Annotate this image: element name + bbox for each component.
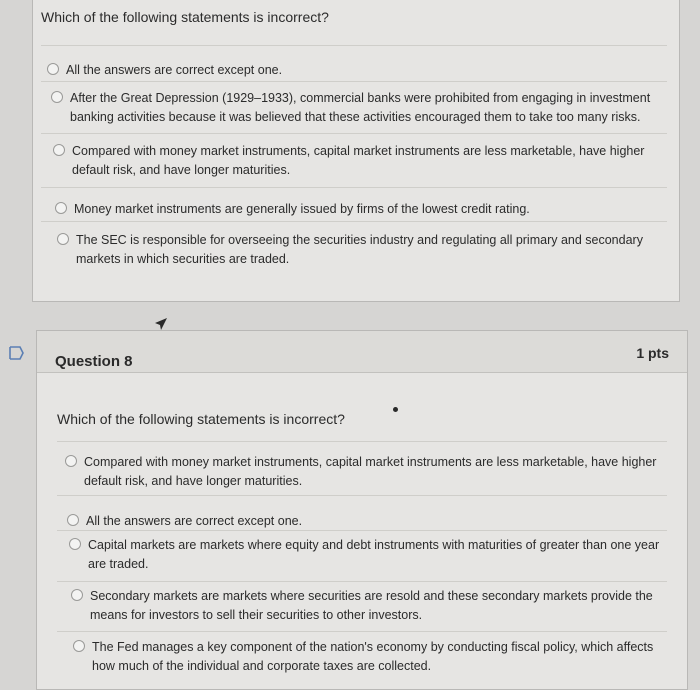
divider: [41, 221, 667, 222]
radio-icon[interactable]: [53, 144, 65, 156]
marker-dot: [393, 407, 398, 412]
radio-icon[interactable]: [73, 640, 85, 652]
radio-icon[interactable]: [47, 63, 59, 75]
radio-icon[interactable]: [67, 514, 79, 526]
answer-option[interactable]: [71, 587, 666, 625]
answer-label: The SEC is responsible for overseeing the securities industry and regulating all primary and secondary markets in which securities are traded.: [76, 233, 643, 266]
answer-label: Capital markets are markets where equity and debt instruments with maturities of greater than one year are traded.: [88, 538, 660, 571]
answer-option[interactable]: [55, 200, 655, 219]
divider: [57, 495, 667, 496]
answer-option[interactable]: [65, 453, 660, 491]
question-points: 1 pts: [636, 345, 669, 361]
answer-label: Compared with money market instruments, capital market instruments are less marketable, have higher default risk, and have longer maturities.: [84, 455, 657, 488]
divider: [57, 441, 667, 442]
answer-option[interactable]: [51, 89, 656, 127]
question-prompt: Which of the following statements is incorrect?: [57, 411, 345, 427]
divider: [41, 81, 667, 82]
flag-question-icon[interactable]: [8, 346, 24, 360]
divider: [57, 631, 667, 632]
question-prompt: Which of the following statements is incorrect?: [41, 9, 329, 25]
answer-label: All the answers are correct except one.: [86, 514, 303, 528]
divider: [41, 45, 667, 46]
answer-label: Money market instruments are generally issued by firms of the lowest credit rating.: [74, 202, 530, 216]
answer-label: Compared with money market instruments, capital market instruments are less marketable, have higher default risk, and have longer maturities.: [72, 144, 645, 177]
answer-label: The Fed manages a key component of the nation's economy by conducting fiscal policy, which affects how much of the individual and corporate taxes are collected.: [92, 640, 654, 673]
divider: [57, 581, 667, 582]
answer-option[interactable]: [53, 142, 653, 180]
question-card-8: [36, 330, 688, 690]
answer-option[interactable]: [73, 638, 663, 676]
answer-label: Secondary markets are markets where securities are resold and these secondary markets provide the means for investors to sell their securities to other investors.: [90, 589, 653, 622]
divider: [57, 530, 667, 531]
answer-label: After the Great Depression (1929–1933), commercial banks were prohibited from engaging in investment banking activities because it was believed that these activities encouraged them to take too many risks.: [70, 91, 651, 124]
answer-option[interactable]: [47, 61, 647, 80]
radio-icon[interactable]: [65, 455, 77, 467]
radio-icon[interactable]: [57, 233, 69, 245]
answer-option[interactable]: [69, 536, 664, 574]
radio-icon[interactable]: [55, 202, 67, 214]
answer-label: All the answers are correct except one.: [66, 63, 283, 77]
radio-icon[interactable]: [69, 538, 81, 550]
answer-option[interactable]: [67, 512, 657, 531]
answer-option[interactable]: [57, 231, 657, 269]
divider: [41, 187, 667, 188]
radio-icon[interactable]: [51, 91, 63, 103]
question-title: Question 8: [55, 353, 133, 370]
question-card-previous: [32, 0, 680, 302]
radio-icon[interactable]: [71, 589, 83, 601]
divider: [41, 133, 667, 134]
question-header: [37, 331, 687, 373]
